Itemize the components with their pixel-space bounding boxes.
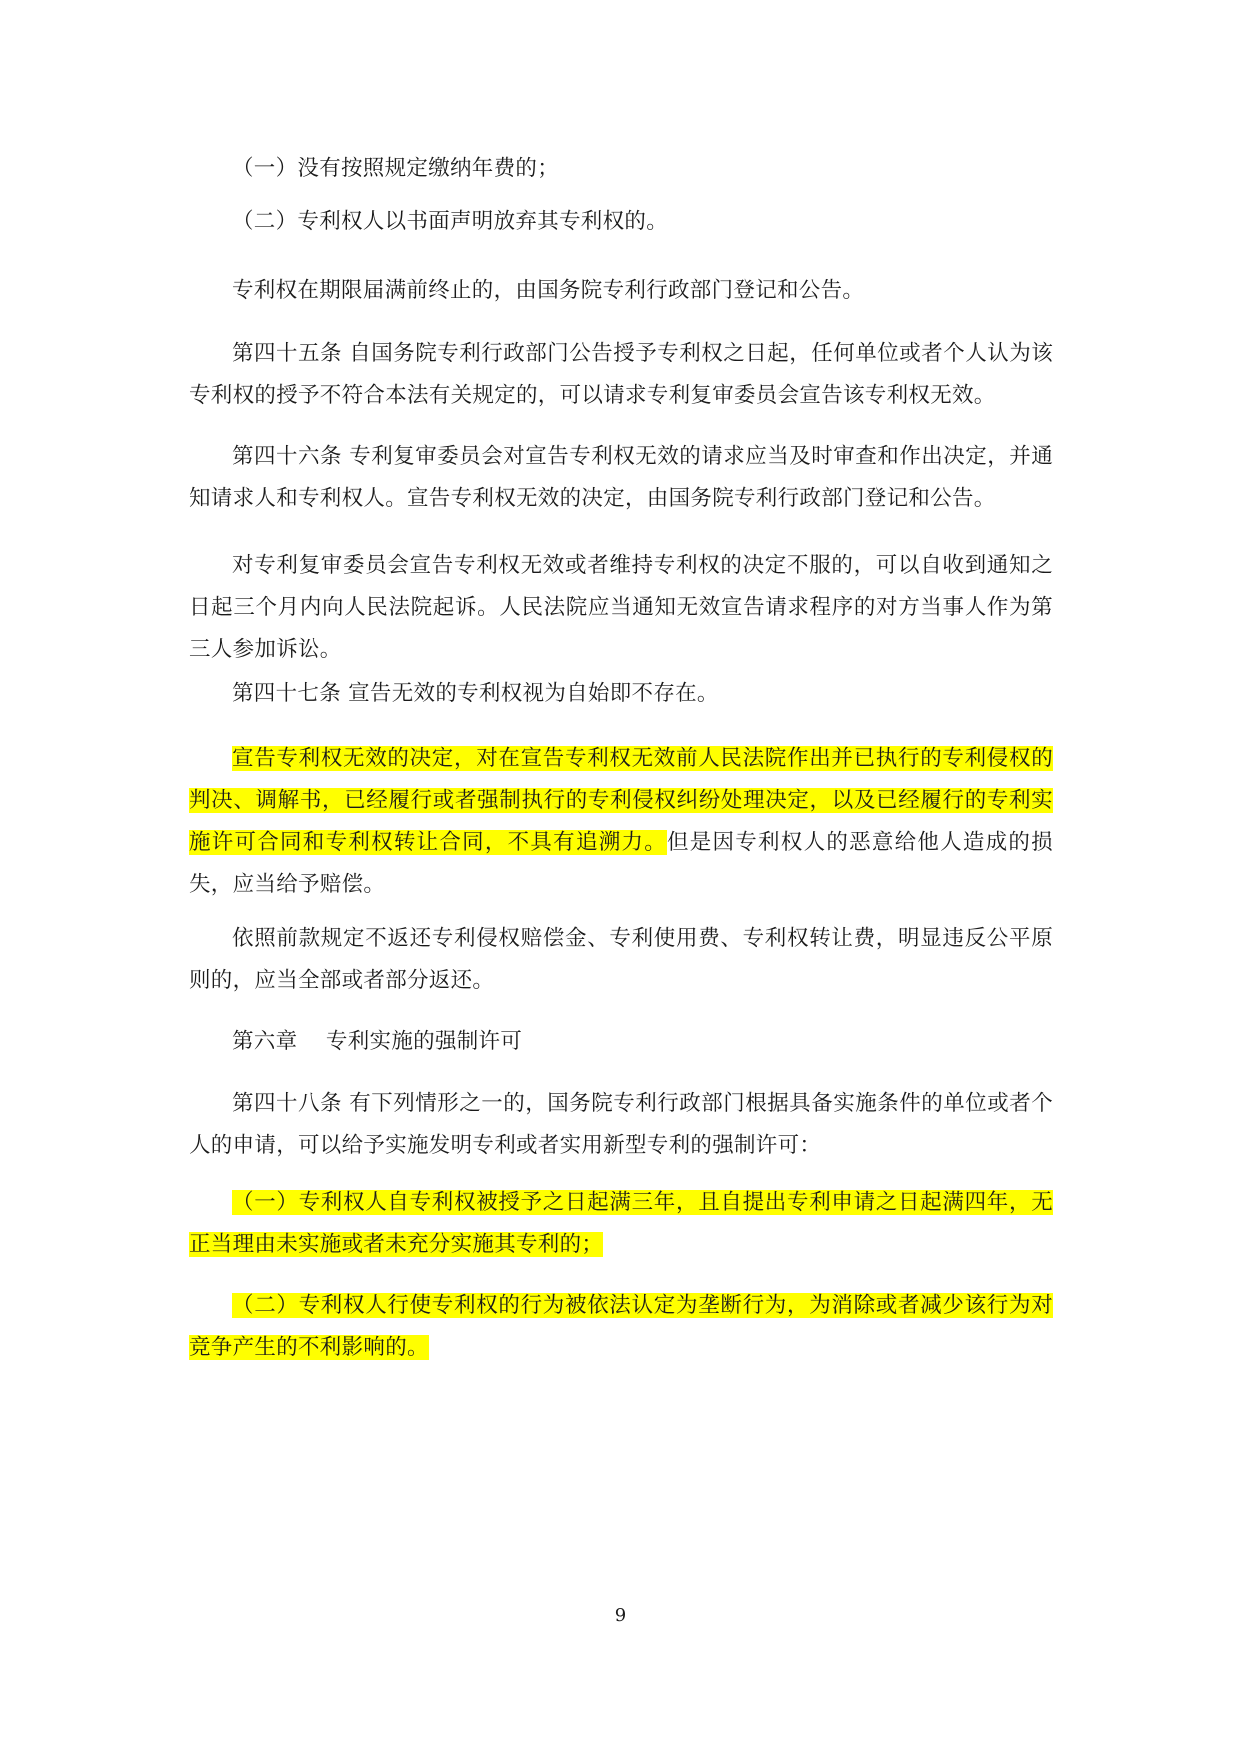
paragraph-2-text: （二）专利权人以书面声明放弃其专利权的。 <box>232 209 669 234</box>
article-47-text: 第四十七条 宣告无效的专利权视为自始即不存在。 <box>232 681 719 706</box>
chapter-6-heading <box>189 1021 1053 1063</box>
article-48 <box>189 1083 1053 1167</box>
article-46-text: 第四十六条 专利复审委员会对宣告专利权无效的请求应当及时审查和作出决定，并通知请求人和专利权人。宣告专利权无效的决定，由国务院专利行政部门登记和公告。 <box>189 444 1053 511</box>
chapter-6-heading-text: 第六章 专利实施的强制许可 <box>232 1029 523 1054</box>
paragraph-3-text: 专利权在期限届满前终止的，由国务院专利行政部门登记和公告。 <box>232 278 865 303</box>
paragraph-lawsuit <box>189 545 1053 671</box>
paragraph-retroactivity-text: 但是因专利权人的恶意给他人造成的损失，应当给予赔偿。 <box>189 830 1053 897</box>
paragraph-3 <box>189 270 1053 312</box>
article-47 <box>189 673 1053 715</box>
item-1-highlighted <box>189 1182 1053 1266</box>
paragraph-1 <box>189 148 1053 190</box>
paragraph-refund-text: 依照前款规定不返还专利侵权赔偿金、专利使用费、专利权转让费，明显违反公平原则的，应当全部或者部分返还。 <box>189 926 1053 993</box>
paragraph-2 <box>189 201 1053 243</box>
page-number: 9 <box>614 1605 627 1626</box>
paragraph-retroactivity <box>189 738 1053 906</box>
paragraph-lawsuit-text: 对专利复审委员会宣告专利权无效或者维持专利权的决定不服的，可以自收到通知之日起三个月内向人民法院起诉。人民法院应当通知无效宣告请求程序的对方当事人作为第三人参加诉讼。 <box>189 553 1053 662</box>
item-2-highlighted <box>189 1285 1053 1369</box>
article-48-text: 第四十八条 有下列情形之一的，国务院专利行政部门根据具备实施条件的单位或者个人的申请，可以给予实施发明专利或者实用新型专利的强制许可： <box>189 1091 1053 1158</box>
paragraph-1-text: （一）没有按照规定缴纳年费的； <box>232 156 560 181</box>
highlighted-text: 宣告专利权无效的决定，对在宣告专利权无效前人民法院作出并已执行的专利侵权的判决、调解书，已经履行或者强制执行的专利侵权纠纷处理决定，以及已经履行的专利实施许可合同和专利权转让合同，不具有追溯力。 <box>189 746 1053 855</box>
highlighted-text: （二）专利权人行使专利权的行为被依法认定为垄断行为，为消除或者减少该行为对竞争产生的不利影响的。 <box>189 1293 1053 1360</box>
article-45 <box>189 333 1053 417</box>
highlighted-text: （一）专利权人自专利权被授予之日起满三年，且自提出专利申请之日起满四年，无正当理由未实施或者未充分实施其专利的； <box>189 1190 1053 1257</box>
paragraph-refund <box>189 918 1053 1002</box>
article-45-text: 第四十五条 自国务院专利行政部门公告授予专利权之日起，任何单位或者个人认为该专利权的授予不符合本法有关规定的，可以请求专利复审委员会宣告该专利权无效。 <box>189 341 1053 408</box>
article-46 <box>189 436 1053 520</box>
